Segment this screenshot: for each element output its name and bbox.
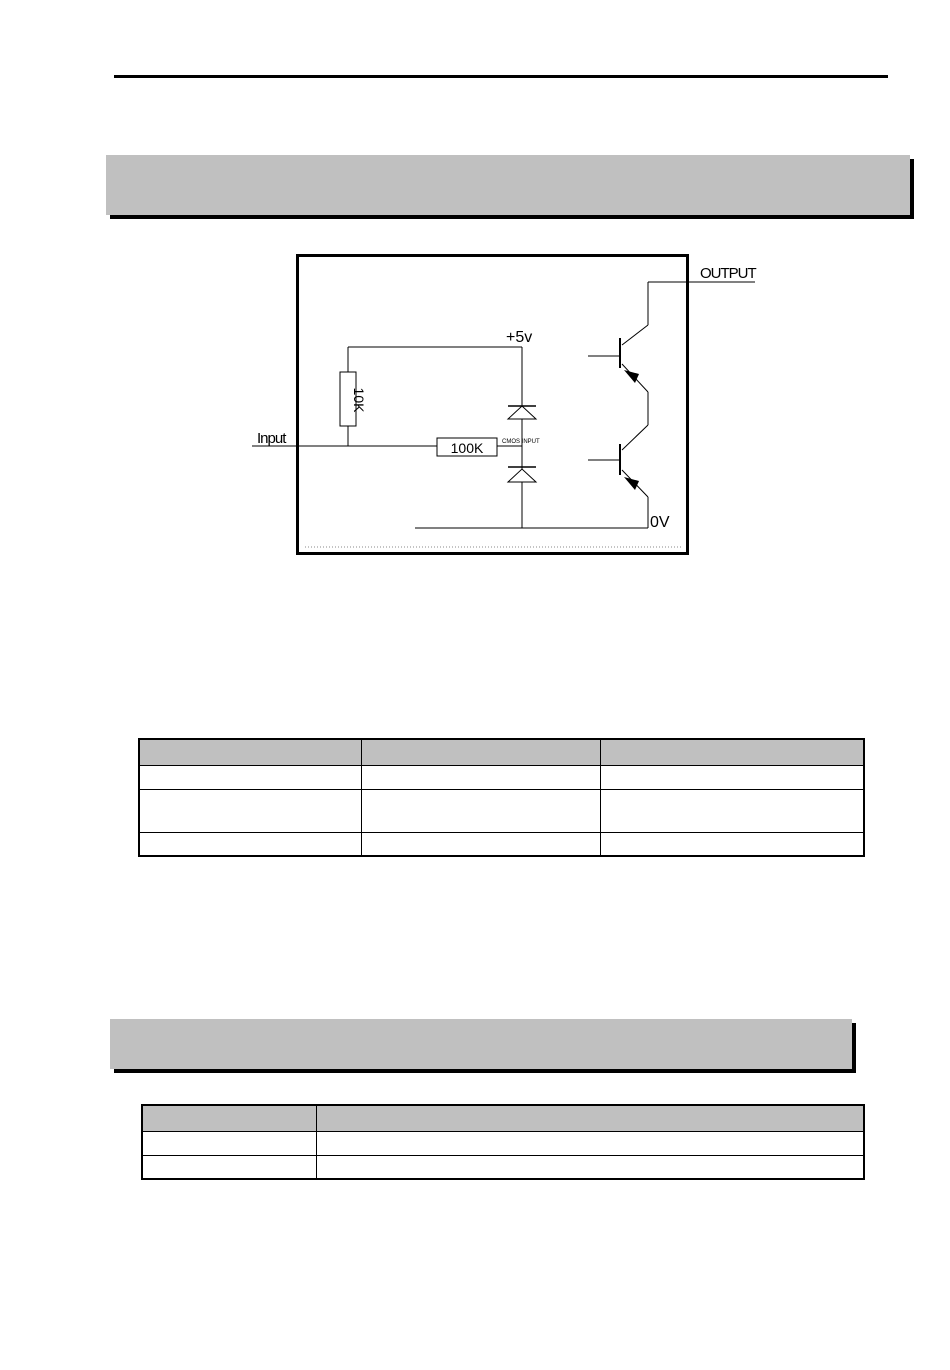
section-heading-bar-1 bbox=[106, 155, 910, 215]
table-header-cell bbox=[600, 739, 864, 765]
resistor-10k-label: 10K bbox=[351, 387, 367, 413]
table-cell bbox=[361, 832, 600, 856]
table-row bbox=[139, 832, 864, 856]
table-header-cell bbox=[361, 739, 600, 765]
input-label: Input bbox=[257, 430, 286, 447]
table-cell bbox=[139, 832, 361, 856]
lower-diode bbox=[508, 469, 536, 482]
table-cell bbox=[361, 789, 600, 832]
section-heading-bar-2 bbox=[110, 1019, 852, 1069]
table-row bbox=[139, 765, 864, 789]
table-cell bbox=[600, 765, 864, 789]
supply-label: +5v bbox=[506, 329, 533, 346]
table-header-cell bbox=[316, 1105, 864, 1131]
table-cell bbox=[316, 1155, 864, 1179]
ground-label: 0V bbox=[650, 514, 670, 531]
table-cell bbox=[600, 789, 864, 832]
table-cell bbox=[600, 832, 864, 856]
table-header-cell bbox=[139, 739, 361, 765]
cmos-input-label: CMOS INPUT bbox=[502, 439, 540, 445]
t1-emitter-arrow bbox=[624, 370, 639, 383]
table-cell bbox=[142, 1155, 316, 1179]
table-row bbox=[142, 1131, 864, 1155]
table-cell bbox=[142, 1131, 316, 1155]
specification-table-1 bbox=[138, 738, 865, 857]
t2-emitter-arrow bbox=[624, 477, 639, 490]
t2-collector bbox=[622, 425, 648, 450]
header-rule bbox=[114, 75, 888, 78]
table-header-row bbox=[139, 739, 864, 765]
table-cell bbox=[139, 789, 361, 832]
table-header-row bbox=[142, 1105, 864, 1131]
table-cell bbox=[361, 765, 600, 789]
table-row bbox=[139, 789, 864, 832]
table-header-cell bbox=[142, 1105, 316, 1131]
table-cell bbox=[316, 1131, 864, 1155]
output-label: OUTPUT bbox=[700, 265, 756, 282]
table-row bbox=[142, 1155, 864, 1179]
t1-collector bbox=[622, 325, 648, 345]
resistor-100k-label: 100K bbox=[450, 440, 484, 456]
specification-table-2 bbox=[141, 1104, 865, 1180]
upper-diode bbox=[508, 406, 536, 419]
input-circuit-schematic bbox=[240, 250, 780, 570]
table-cell bbox=[139, 765, 361, 789]
